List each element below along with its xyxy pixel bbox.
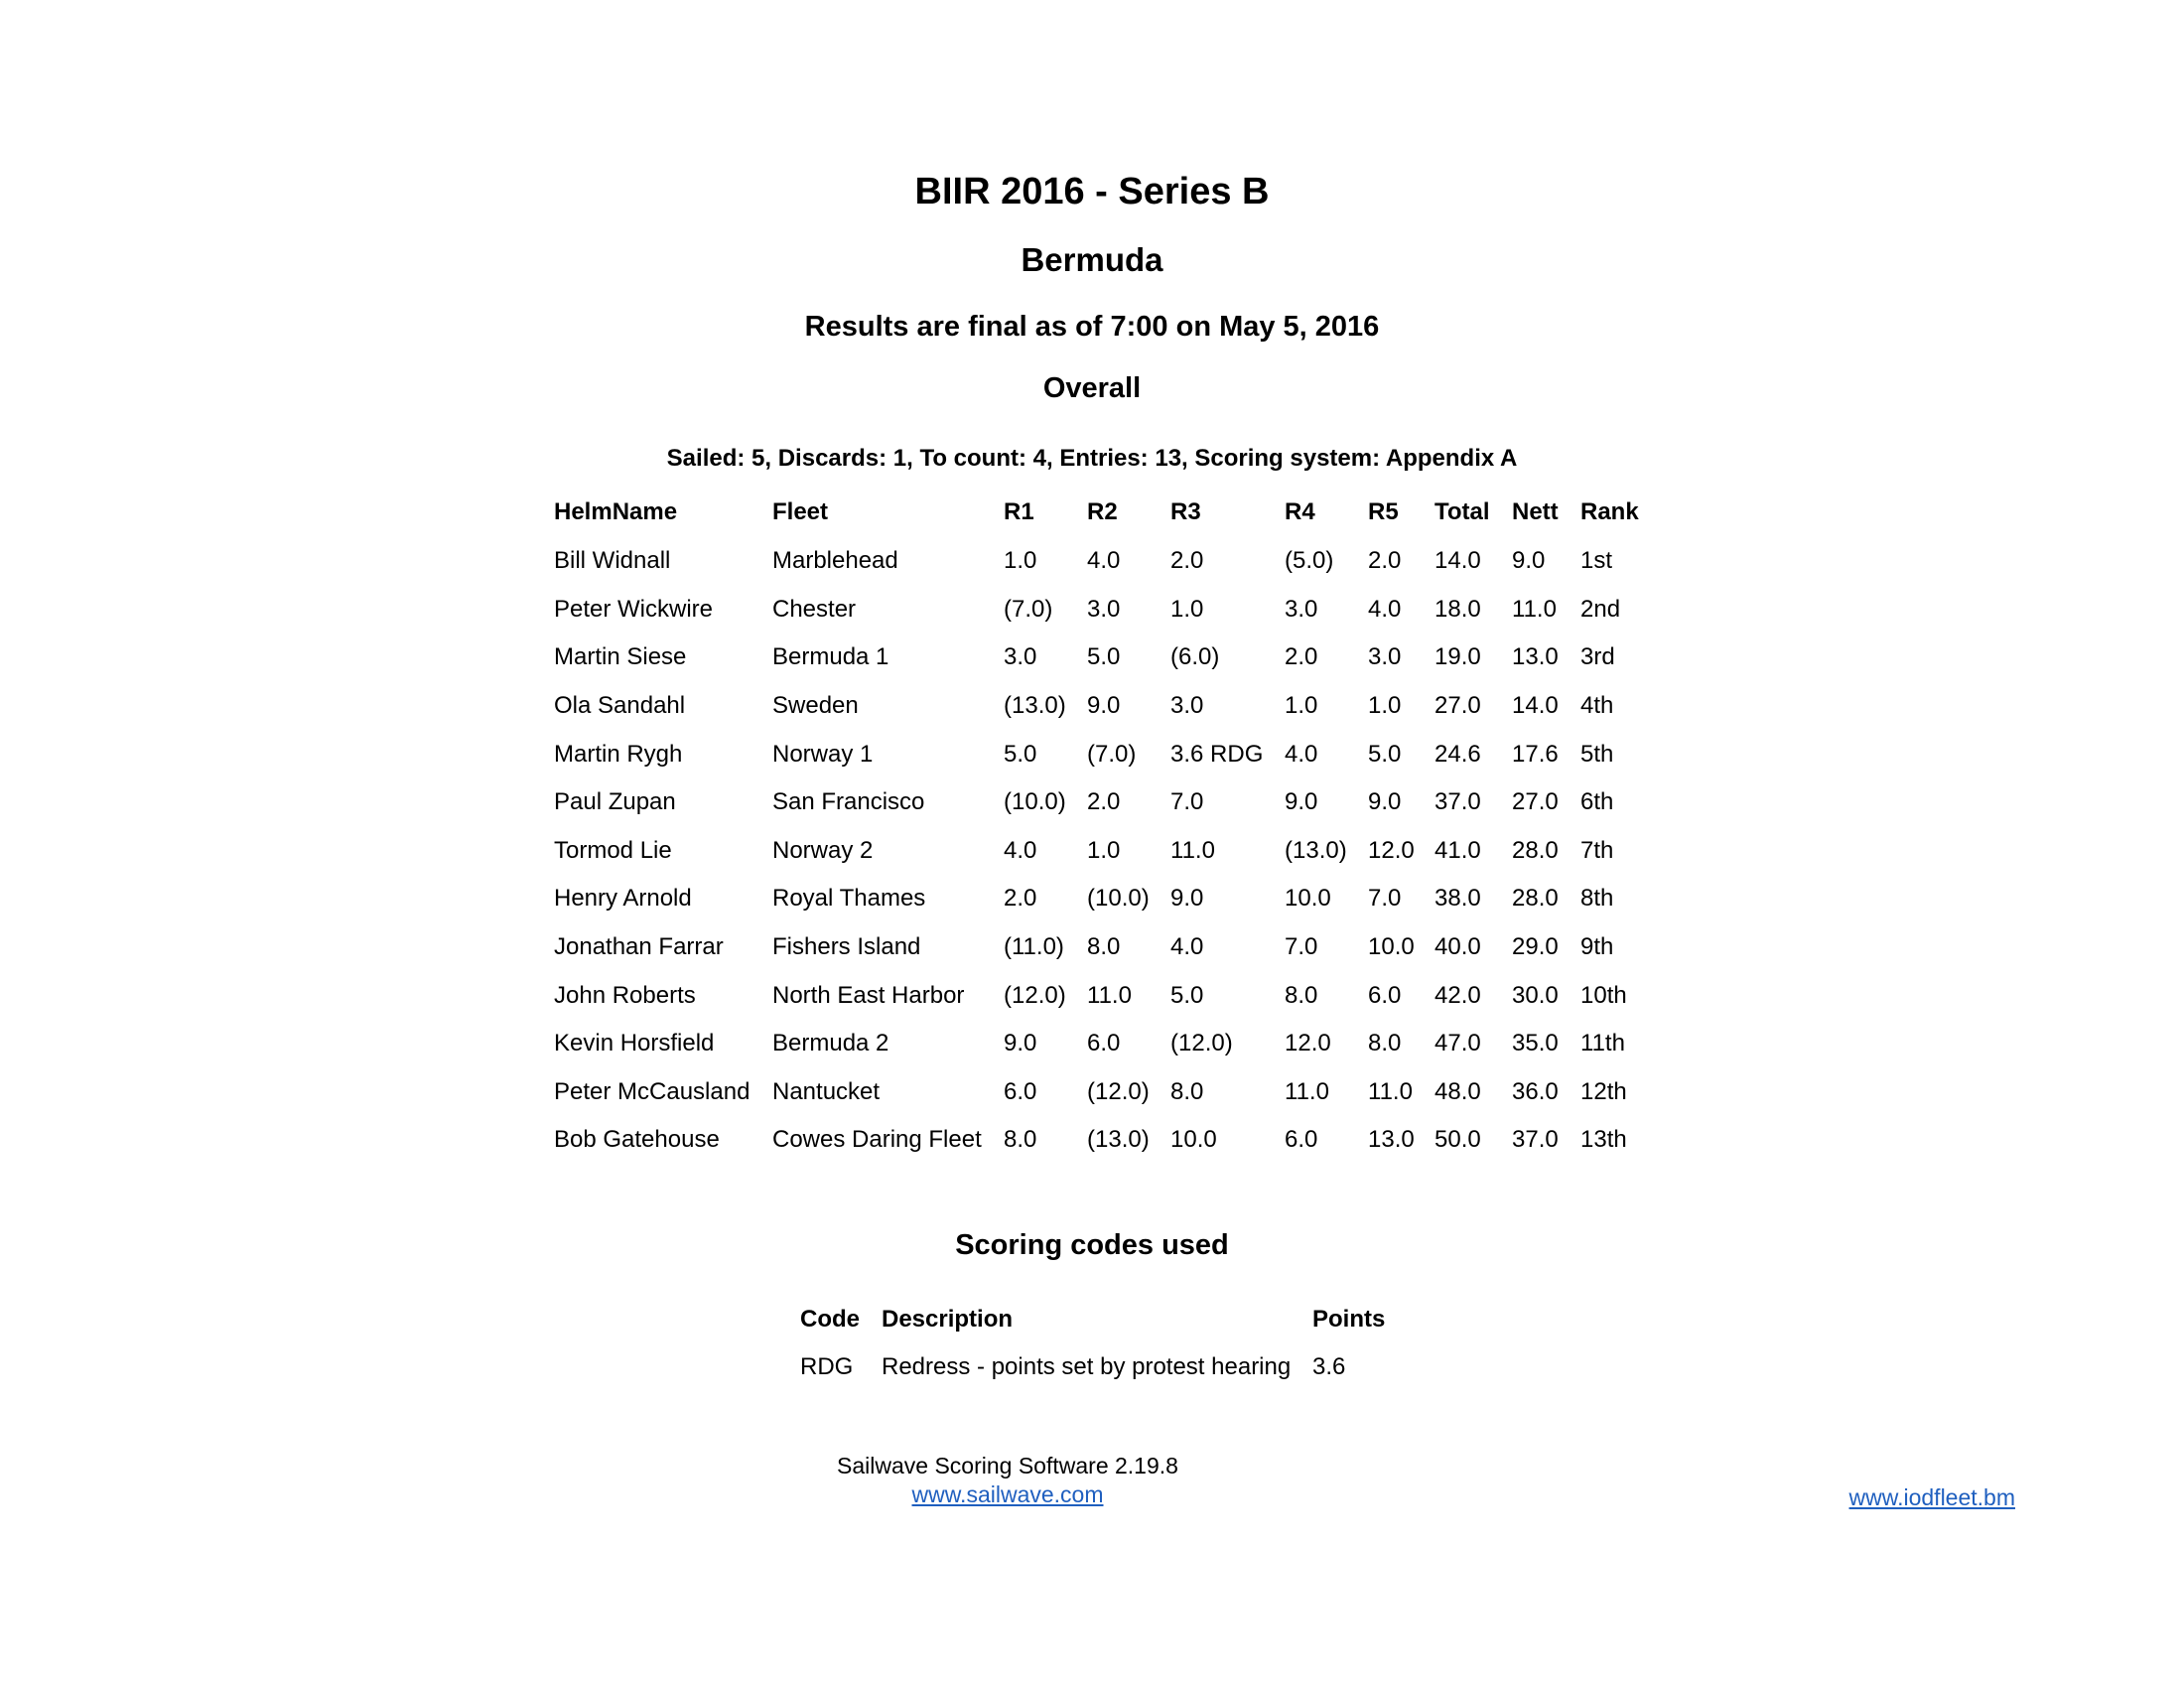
points-cell: 3.6: [1312, 1353, 1346, 1380]
r3-cell: 2.0: [1170, 547, 1204, 575]
column-header-helmname: HelmName: [554, 498, 678, 525]
codes-header-row: [800, 1297, 1402, 1342]
rank-cell: 6th: [1580, 788, 1614, 816]
total-cell: 38.0: [1434, 885, 1481, 913]
r1-cell: (10.0): [1004, 788, 1066, 816]
r2-cell: 2.0: [1087, 788, 1121, 816]
column-header-r3: R3: [1170, 498, 1201, 525]
r2-cell: 6.0: [1087, 1030, 1121, 1057]
table-row: [546, 586, 1650, 634]
r1-cell: 6.0: [1004, 1077, 1037, 1105]
helm-name-cell: Jonathan Farrar: [554, 933, 724, 961]
fleet-cell: Cowes Daring Fleet: [772, 1126, 982, 1154]
r5-cell: 3.0: [1368, 643, 1402, 671]
column-header-r2: R2: [1087, 498, 1118, 525]
r3-cell: 1.0: [1170, 595, 1204, 623]
fleet-cell: Marblehead: [772, 547, 898, 575]
results-final-note: Results are final as of 7:00 on May 5, 2016: [804, 311, 1380, 343]
column-header-points: Points: [1312, 1306, 1386, 1333]
r4-cell: (13.0): [1285, 836, 1347, 864]
total-cell: 50.0: [1434, 1126, 1481, 1154]
rank-cell: 11th: [1580, 1030, 1625, 1057]
r4-cell: 1.0: [1285, 692, 1318, 720]
helm-name-cell: Ola Sandahl: [554, 692, 686, 720]
sailwave-link[interactable]: www.sailwave.com: [911, 1481, 1104, 1507]
r3-cell: 5.0: [1170, 981, 1204, 1009]
total-cell: 14.0: [1434, 547, 1481, 575]
fleet-cell: Nantucket: [772, 1077, 881, 1105]
r3-cell: 4.0: [1170, 933, 1204, 961]
column-header-description: Description: [882, 1306, 1014, 1333]
table-row: [800, 1342, 1402, 1392]
r4-cell: 3.0: [1285, 595, 1318, 623]
r3-cell: 11.0: [1170, 836, 1215, 864]
nett-cell: 17.6: [1512, 740, 1559, 768]
nett-cell: 37.0: [1512, 1126, 1559, 1154]
table-row: [546, 1116, 1650, 1165]
software-credit: Sailwave Scoring Software 2.19.8: [837, 1453, 1178, 1478]
r3-cell: 7.0: [1170, 788, 1204, 816]
r3-cell: (6.0): [1170, 643, 1220, 671]
total-cell: 19.0: [1434, 643, 1481, 671]
r4-cell: 12.0: [1285, 1030, 1331, 1057]
column-header-r4: R4: [1285, 498, 1315, 525]
column-header-nett: Nett: [1512, 498, 1559, 525]
nett-cell: 11.0: [1512, 595, 1557, 623]
total-cell: 27.0: [1434, 692, 1481, 720]
helm-name-cell: Martin Rygh: [554, 740, 683, 768]
r4-cell: 9.0: [1285, 788, 1318, 816]
r5-cell: 6.0: [1368, 981, 1402, 1009]
nett-cell: 28.0: [1512, 885, 1559, 913]
nett-cell: 29.0: [1512, 933, 1559, 961]
fleet-cell: Bermuda 1: [772, 643, 889, 671]
rank-cell: 3rd: [1580, 643, 1615, 671]
r2-cell: (7.0): [1087, 740, 1137, 768]
r4-cell: 4.0: [1285, 740, 1318, 768]
rank-cell: 9th: [1580, 933, 1614, 961]
r2-cell: (12.0): [1087, 1077, 1150, 1105]
fleet-cell: Chester: [772, 595, 857, 623]
nett-cell: 27.0: [1512, 788, 1559, 816]
column-header-r1: R1: [1004, 498, 1034, 525]
total-cell: 40.0: [1434, 933, 1481, 961]
column-header-fleet: Fleet: [772, 498, 829, 525]
total-cell: 42.0: [1434, 981, 1481, 1009]
nett-cell: 35.0: [1512, 1030, 1559, 1057]
helm-name-cell: Paul Zupan: [554, 788, 676, 816]
r5-cell: 13.0: [1368, 1126, 1415, 1154]
r2-cell: 5.0: [1087, 643, 1121, 671]
results-table: [546, 488, 1650, 1165]
helm-name-cell: Bob Gatehouse: [554, 1126, 720, 1154]
column-header-r5: R5: [1368, 498, 1399, 525]
nett-cell: 13.0: [1512, 643, 1559, 671]
nett-cell: 30.0: [1512, 981, 1559, 1009]
fleet-cell: Sweden: [772, 692, 859, 720]
table-row: [546, 923, 1650, 972]
r1-cell: 3.0: [1004, 643, 1037, 671]
fleet-cell: Fishers Island: [772, 933, 921, 961]
table-row: [546, 1068, 1650, 1117]
r1-cell: (7.0): [1004, 595, 1053, 623]
column-header-code: Code: [800, 1306, 860, 1333]
r5-cell: 5.0: [1368, 740, 1402, 768]
code-cell: RDG: [800, 1353, 854, 1380]
nett-cell: 9.0: [1512, 547, 1546, 575]
total-cell: 47.0: [1434, 1030, 1481, 1057]
helm-name-cell: Bill Widnall: [554, 547, 671, 575]
r1-cell: (11.0): [1004, 933, 1064, 961]
r4-cell: 6.0: [1285, 1126, 1318, 1154]
table-row: [546, 1020, 1650, 1068]
results-header-row: [546, 488, 1650, 537]
fleet-cell: San Francisco: [772, 788, 925, 816]
table-row: [546, 971, 1650, 1020]
r1-cell: 2.0: [1004, 885, 1037, 913]
r2-cell: 9.0: [1087, 692, 1121, 720]
r4-cell: 2.0: [1285, 643, 1318, 671]
column-header-rank: Rank: [1580, 498, 1639, 525]
r4-cell: 11.0: [1285, 1077, 1329, 1105]
nett-cell: 28.0: [1512, 836, 1559, 864]
r4-cell: 10.0: [1285, 885, 1331, 913]
r3-cell: 9.0: [1170, 885, 1204, 913]
r5-cell: 11.0: [1368, 1077, 1413, 1105]
helm-name-cell: Henry Arnold: [554, 885, 692, 913]
r5-cell: 10.0: [1368, 933, 1415, 961]
r1-cell: 5.0: [1004, 740, 1037, 768]
r2-cell: 4.0: [1087, 547, 1121, 575]
iodfleet-link[interactable]: www.iodfleet.bm: [1848, 1484, 2015, 1510]
results-body: [546, 537, 1650, 1165]
r5-cell: 9.0: [1368, 788, 1402, 816]
scoring-codes-heading: Scoring codes used: [955, 1229, 1229, 1261]
r3-cell: 3.0: [1170, 692, 1204, 720]
r1-cell: 1.0: [1004, 547, 1037, 575]
rank-cell: 7th: [1580, 836, 1614, 864]
r5-cell: 2.0: [1368, 547, 1402, 575]
rank-cell: 13th: [1580, 1126, 1627, 1154]
r3-cell: (12.0): [1170, 1030, 1233, 1057]
page-title: BIIR 2016 - Series B: [914, 171, 1270, 212]
rank-cell: 12th: [1580, 1077, 1627, 1105]
codes-body: [800, 1342, 1402, 1392]
r2-cell: (13.0): [1087, 1126, 1150, 1154]
r5-cell: 12.0: [1368, 836, 1415, 864]
rank-cell: 8th: [1580, 885, 1614, 913]
helm-name-cell: Peter McCausland: [554, 1077, 751, 1105]
r5-cell: 4.0: [1368, 595, 1402, 623]
r1-cell: 9.0: [1004, 1030, 1037, 1057]
series-summary: Sailed: 5, Discards: 1, To count: 4, Entries: 13, Scoring system: Appendix A: [666, 445, 1518, 472]
section-heading-overall: Overall: [1042, 372, 1142, 404]
total-cell: 48.0: [1434, 1077, 1481, 1105]
table-row: [546, 778, 1650, 827]
r1-cell: (12.0): [1004, 981, 1066, 1009]
fleet-cell: Norway 1: [772, 740, 874, 768]
table-row: [546, 537, 1650, 586]
rank-cell: 10th: [1580, 981, 1627, 1009]
total-cell: 41.0: [1434, 836, 1481, 864]
helm-name-cell: John Roberts: [554, 981, 696, 1009]
r4-cell: 8.0: [1285, 981, 1318, 1009]
table-row: [546, 827, 1650, 876]
r5-cell: 8.0: [1368, 1030, 1402, 1057]
description-cell: Redress - points set by protest hearing: [882, 1353, 1292, 1380]
r3-cell: 10.0: [1170, 1126, 1217, 1154]
total-cell: 37.0: [1434, 788, 1481, 816]
r5-cell: 1.0: [1368, 692, 1402, 720]
helm-name-cell: Martin Siese: [554, 643, 687, 671]
table-row: [546, 875, 1650, 923]
r2-cell: 11.0: [1087, 981, 1132, 1009]
r3-cell: 8.0: [1170, 1077, 1204, 1105]
venue-subtitle: Bermuda: [1021, 241, 1163, 278]
r2-cell: 3.0: [1087, 595, 1121, 623]
fleet-cell: Royal Thames: [772, 885, 926, 913]
r2-cell: 8.0: [1087, 933, 1121, 961]
helm-name-cell: Peter Wickwire: [554, 595, 714, 623]
r2-cell: (10.0): [1087, 885, 1150, 913]
r1-cell: 8.0: [1004, 1126, 1037, 1154]
rank-cell: 1st: [1580, 547, 1613, 575]
rank-cell: 4th: [1580, 692, 1614, 720]
table-row: [546, 682, 1650, 731]
r1-cell: (13.0): [1004, 692, 1066, 720]
nett-cell: 36.0: [1512, 1077, 1559, 1105]
helm-name-cell: Kevin Horsfield: [554, 1030, 715, 1057]
total-cell: 18.0: [1434, 595, 1481, 623]
fleet-cell: Bermuda 2: [772, 1030, 889, 1057]
fleet-cell: North East Harbor: [772, 981, 965, 1009]
total-cell: 24.6: [1434, 740, 1481, 768]
nett-cell: 14.0: [1512, 692, 1559, 720]
fleet-cell: Norway 2: [772, 836, 874, 864]
r4-cell: (5.0): [1285, 547, 1334, 575]
table-row: [546, 633, 1650, 682]
column-header-total: Total: [1434, 498, 1490, 525]
r1-cell: 4.0: [1004, 836, 1037, 864]
rank-cell: 5th: [1580, 740, 1614, 768]
r3-cell: 3.6 RDG: [1170, 740, 1264, 768]
table-row: [546, 730, 1650, 778]
rank-cell: 2nd: [1580, 595, 1621, 623]
r2-cell: 1.0: [1087, 836, 1121, 864]
scoring-codes-table: [800, 1297, 1402, 1392]
r4-cell: 7.0: [1285, 933, 1318, 961]
r5-cell: 7.0: [1368, 885, 1402, 913]
helm-name-cell: Tormod Lie: [554, 836, 672, 864]
